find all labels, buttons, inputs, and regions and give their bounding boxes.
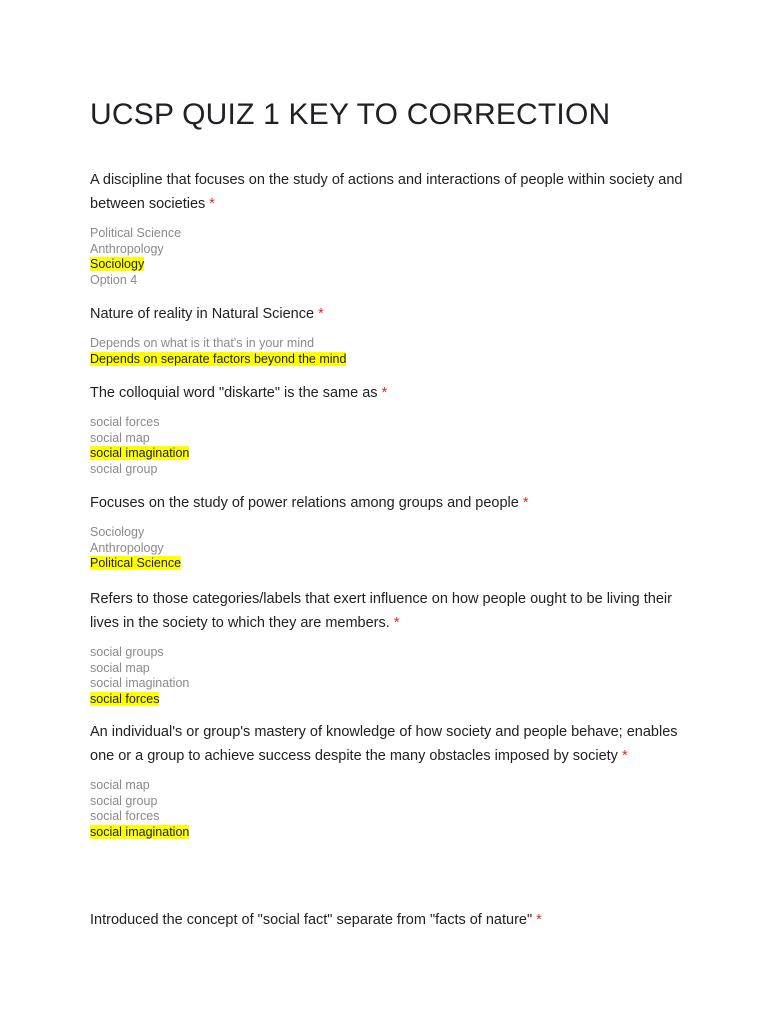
question-text: An individual's or group's mastery of knowledge of how society and people behave; enables one or a group to achieve success despite the many obstacles imposed by society * — [90, 724, 678, 764]
question-text: Focuses on the study of power relations among groups and people * — [90, 495, 529, 511]
answer-option: social forces — [90, 809, 160, 824]
question-text: The colloquial word "diskarte" is the same as * — [90, 385, 388, 401]
answer-option: social groups — [90, 645, 164, 659]
answer-option: Anthropology — [90, 241, 164, 256]
answer-options — [90, 226, 690, 288]
question-text: A discipline that focuses on the study of actions and interactions of people within society and between societies * — [90, 172, 683, 212]
page-title: UCSP QUIZ 1 KEY TO CORRECTION — [90, 98, 611, 131]
answer-option: Sociology — [90, 525, 145, 539]
answer-option: social imagination — [90, 676, 190, 691]
correct-answer-highlight: Sociology — [90, 257, 145, 272]
correct-answer-highlight: social imagination — [90, 446, 190, 461]
correct-answer-highlight: Depends on separate factors beyond the mind — [90, 351, 347, 366]
answer-option: social map — [90, 430, 150, 445]
question-4 — [90, 491, 690, 572]
question-7 — [90, 908, 690, 932]
question-6 — [90, 720, 690, 840]
answer-option: social forces — [90, 415, 160, 429]
required-asterisk: * — [209, 196, 215, 212]
required-asterisk: * — [621, 748, 628, 764]
answer-option: social map — [90, 660, 150, 675]
answer-option: Option 4 — [90, 272, 138, 287]
answer-options — [90, 415, 690, 477]
question-3 — [90, 381, 690, 477]
question-5 — [90, 587, 690, 707]
required-asterisk: * — [522, 495, 529, 511]
question-text: Introduced the concept of "social fact" separate from "facts of nature" * — [90, 912, 542, 928]
answer-options — [90, 778, 690, 840]
answer-option: Political Science — [90, 226, 182, 240]
required-asterisk: * — [318, 306, 324, 322]
answer-options — [90, 525, 690, 572]
answer-options — [90, 645, 690, 707]
correct-answer-highlight: Political Science — [90, 556, 182, 571]
answer-option: social group — [90, 461, 158, 476]
correct-answer-highlight: social imagination — [90, 824, 190, 839]
answer-option: Depends on what is it that's in your mind — [90, 336, 315, 350]
answer-options — [90, 336, 690, 367]
answer-option: Anthropology — [90, 540, 164, 555]
question-1 — [90, 168, 690, 288]
required-asterisk: * — [393, 615, 400, 631]
question-text: Refers to those categories/labels that exert influence on how people ought to be living their lives in the society to which they are members. * — [90, 591, 672, 631]
required-asterisk: * — [536, 912, 542, 928]
question-text: Nature of reality in Natural Science * — [90, 306, 324, 322]
required-asterisk: * — [381, 385, 388, 401]
answer-option: social map — [90, 778, 150, 792]
correct-answer-highlight: social forces — [90, 691, 160, 706]
question-2 — [90, 302, 690, 367]
answer-option: social group — [90, 793, 158, 808]
